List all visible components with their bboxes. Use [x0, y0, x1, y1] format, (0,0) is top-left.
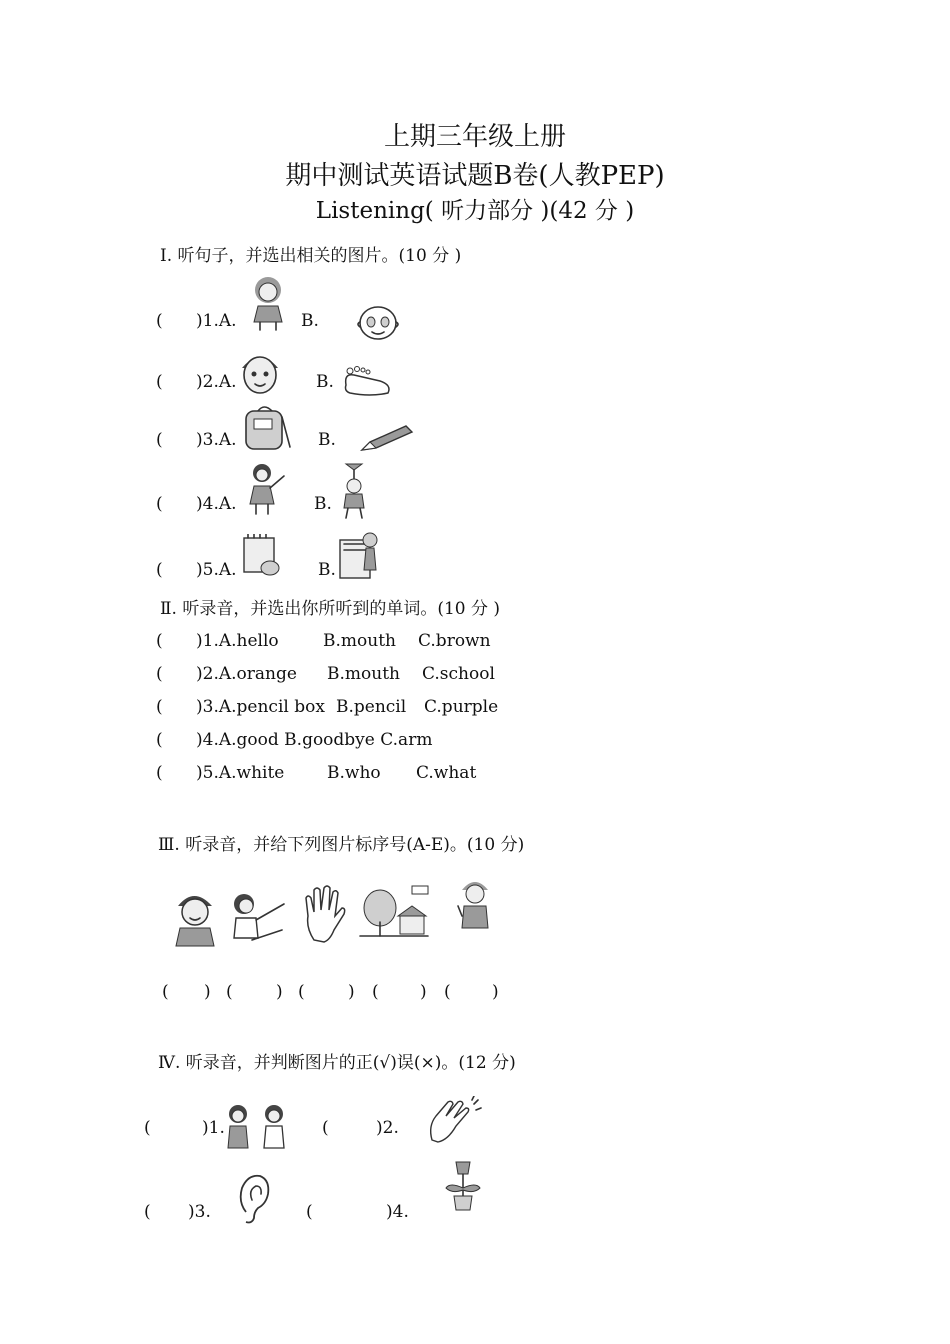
two-children-icon [222, 1102, 292, 1152]
potted-flower-icon [442, 1158, 484, 1214]
part2-option-c-2: C.school [422, 664, 495, 684]
girl-with-pencil-icon [244, 462, 288, 518]
part1-item-label-1: )1.A. [196, 311, 237, 331]
part3-blank-open-e: ( [444, 982, 451, 1002]
clapping-hands-icon [426, 1096, 482, 1144]
part2-option-b-3: B.pencil [336, 697, 407, 717]
part2-item-label-1: )1.A.hello [196, 631, 279, 651]
part2-item-label-5: )5.A.white [196, 763, 285, 783]
part2-option-b-5: B.who [327, 763, 381, 783]
part2-open-paren-3: ( [156, 697, 163, 717]
boy-with-kite-icon [336, 460, 376, 520]
part1-open-paren-3: ( [156, 430, 163, 450]
part2-item-label-4: )4.A.good B.goodbye C.arm [196, 730, 433, 750]
part2-open-paren-4: ( [156, 730, 163, 750]
girl-icon [244, 274, 292, 332]
schoolbag-icon [240, 403, 294, 453]
part3-blank-open-c: ( [298, 982, 305, 1002]
part2-heading: Ⅱ. 听录音，并选出你所听到的单词。(10 分 ) [160, 599, 501, 619]
tree-house-icon [358, 882, 430, 940]
part4-open-paren-4: ( [306, 1202, 313, 1222]
part4-item-label-4: )4. [386, 1202, 409, 1222]
face-icon [352, 302, 404, 342]
part2-option-c-1: C.brown [418, 631, 491, 651]
part1-open-paren-1: ( [156, 311, 163, 331]
boy-waving-icon [456, 876, 494, 930]
part1-b-5: B. [318, 560, 336, 580]
part1-open-paren-4: ( [156, 494, 163, 514]
part1-item-label-2: )2.A. [196, 372, 237, 392]
part3-heading: Ⅲ. 听录音，并给下列图片标序号(A-E)。(10 分) [158, 835, 525, 855]
part4-open-paren-1: ( [144, 1118, 151, 1138]
part2-item-label-3: )3.A.pencil box [196, 697, 325, 717]
title-line-1: 上期三年级上册 [383, 122, 566, 152]
part4-heading: Ⅳ. 听录音，并判断图片的正(√)误(×)。(12 分) [158, 1053, 516, 1073]
part1-item-label-3: )3.A. [196, 430, 237, 450]
part4-item-label-2: )2. [376, 1118, 399, 1138]
part2-option-b-1: B.mouth [323, 631, 396, 651]
part2-option-b-2: B.mouth [327, 664, 400, 684]
part1-heading: Ⅰ. 听句子，并选出相关的图片。(10 分 ) [160, 246, 462, 266]
part1-b-1: B. [301, 311, 319, 331]
part2-item-label-2: )2.A.orange [196, 664, 297, 684]
part3-blank-open-a: ( [162, 982, 169, 1002]
part4-item-label-1: )1. [202, 1118, 225, 1138]
part1-b-4: B. [314, 494, 332, 514]
part1-b-3: B. [318, 430, 336, 450]
part4-open-paren-3: ( [144, 1202, 151, 1222]
part2-option-c-3: C.purple [424, 697, 499, 717]
girl-talking-icon [170, 888, 220, 948]
part3-blank-close-a: ) [204, 982, 211, 1002]
part3-blank-close-e: ) [492, 982, 499, 1002]
part2-open-paren-2: ( [156, 664, 163, 684]
part3-blank-open-b: ( [226, 982, 233, 1002]
part1-b-2: B. [316, 372, 334, 392]
notebook-dog-icon [240, 534, 286, 580]
title-line-2: 期中测试英语试题B卷(人教PEP) [285, 161, 665, 191]
part4-open-paren-2: ( [322, 1118, 329, 1138]
part2-option-c-5: C.what [416, 763, 477, 783]
part2-open-paren-1: ( [156, 631, 163, 651]
part1-item-label-5: )5.A. [196, 560, 237, 580]
part1-open-paren-2: ( [156, 372, 163, 392]
notebook-boy-icon [338, 530, 382, 582]
boy-face-icon [238, 350, 282, 396]
title-line-3: Listening( 听力部分 )(42 分 ) [315, 198, 635, 224]
part1-open-paren-5: ( [156, 560, 163, 580]
part2-open-paren-5: ( [156, 763, 163, 783]
part1-item-label-4: )4.A. [196, 494, 237, 514]
part3-blank-close-d: ) [420, 982, 427, 1002]
girl-drawing-icon [226, 890, 290, 946]
hand-icon [300, 884, 350, 944]
part3-blank-open-d: ( [372, 982, 379, 1002]
part4-item-label-3: )3. [188, 1202, 211, 1222]
ear-icon [236, 1172, 272, 1226]
part3-blank-close-b: ) [276, 982, 283, 1002]
foot-icon [340, 363, 394, 399]
part3-blank-close-c: ) [348, 982, 355, 1002]
pen-icon [358, 420, 416, 454]
